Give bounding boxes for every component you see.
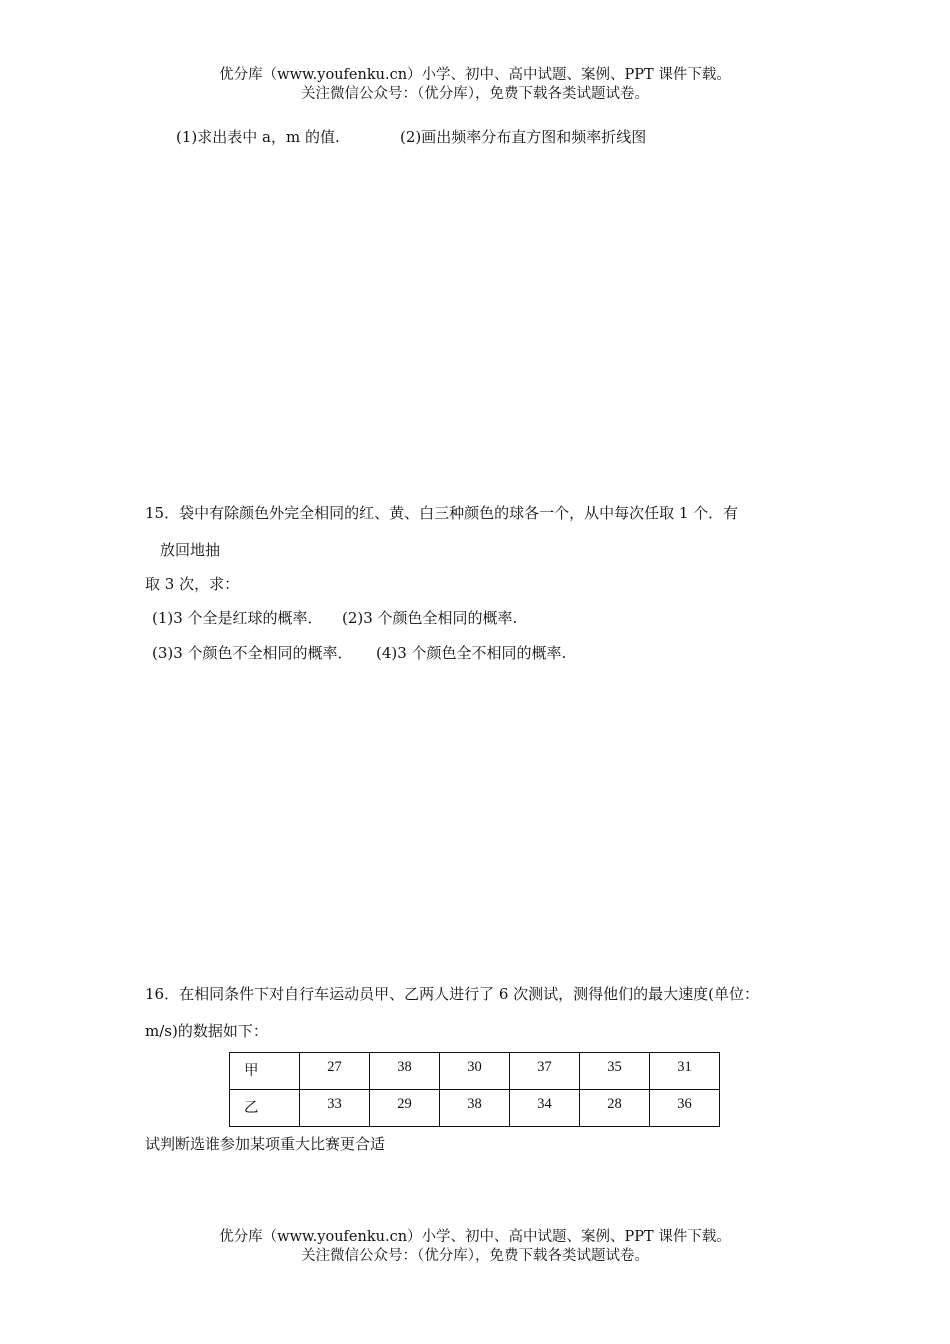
header-line-2: 关注微信公众号：（优分库），免费下载各类试题试卷。 [301, 86, 649, 102]
q15-part-2: (2)3 个颜色全相同的概率. [342, 609, 518, 627]
q15-part-3: (3)3 个颜色不全相同的概率． [152, 644, 353, 662]
q15-text-line-3: 取 3 次，求： [145, 575, 240, 593]
q16-text-line-1: 16．在相同条件下对自行车运动员甲、乙两人进行了 6 次测试，测得他们的最大速度(单位： [145, 985, 760, 1003]
table-cell: 28 [580, 1090, 650, 1127]
q14-part-2: (2)画出频率分布直方图和频率折线图 [400, 128, 647, 146]
q15-text-line-1: 15．袋中有除颜色外完全相同的红、黄、白三种颜色的球各一个，从中每次任取 1 个．有 [145, 504, 739, 522]
speed-data-table [229, 1052, 720, 1127]
table-cell: 27 [300, 1053, 370, 1090]
table-row [230, 1053, 720, 1090]
table-cell: 36 [650, 1090, 720, 1127]
q15-part-4: (4)3 个颜色全不相同的概率. [376, 644, 567, 662]
row-label-jia: 甲 [230, 1053, 300, 1090]
q14-part-1: (1)求出表中 a，m 的值. [176, 128, 340, 146]
table-cell: 33 [300, 1090, 370, 1127]
footer-line-2: 关注微信公众号：（优分库），免费下载各类试题试卷。 [301, 1248, 649, 1264]
footer-line-1: 优分库（www.youfenku.cn）小学、初中、高中试题、案例、PPT 课件下载。 [219, 1229, 731, 1245]
table-cell: 30 [440, 1053, 510, 1090]
q15-part-1: (1)3 个全是红球的概率． [152, 609, 323, 627]
table-cell: 31 [650, 1053, 720, 1090]
header-line-1: 优分库（www.youfenku.cn）小学、初中、高中试题、案例、PPT 课件下载。 [219, 67, 731, 83]
table-row [230, 1090, 720, 1127]
table-cell: 38 [440, 1090, 510, 1127]
table-cell: 35 [580, 1053, 650, 1090]
table-cell: 38 [370, 1053, 440, 1090]
q15-text-line-2: 放回地抽 [160, 541, 221, 559]
row-label-yi: 乙 [230, 1090, 300, 1127]
table-cell: 29 [370, 1090, 440, 1127]
table-cell: 37 [510, 1053, 580, 1090]
q16-text-line-2: m/s)的数据如下： [145, 1022, 268, 1040]
q16-question: 试判断选谁参加某项重大比赛更合适 [145, 1135, 386, 1153]
table-cell: 34 [510, 1090, 580, 1127]
